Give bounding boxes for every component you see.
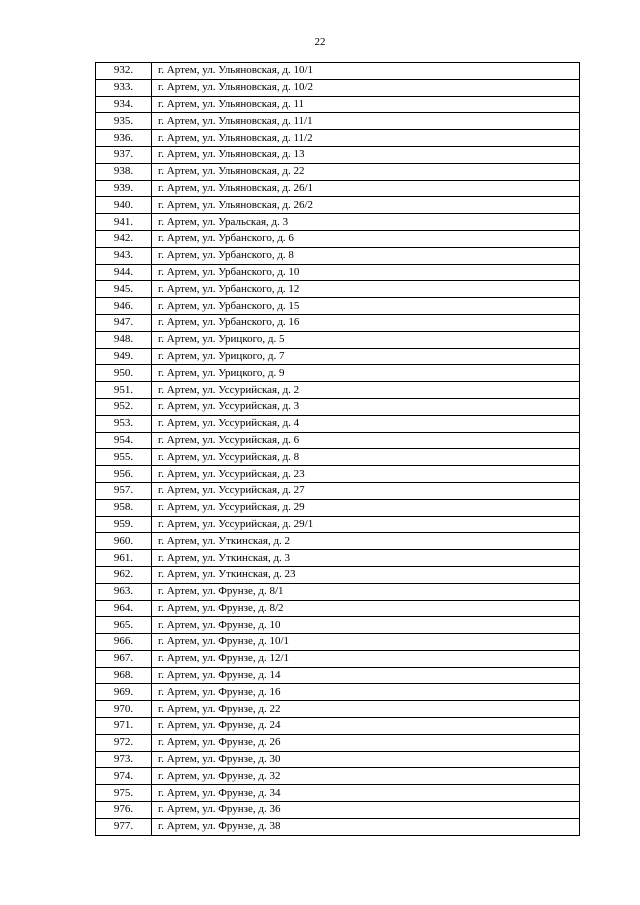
address-cell: г. Артем, ул. Фрунзе, д. 38	[152, 818, 580, 835]
table-row	[96, 734, 580, 751]
table-row	[96, 348, 580, 365]
row-number-cell: 955.	[96, 449, 152, 466]
row-number-cell: 960.	[96, 533, 152, 550]
row-number-cell: 950.	[96, 365, 152, 382]
table-row	[96, 281, 580, 298]
address-cell: г. Артем, ул. Урбанского, д. 15	[152, 298, 580, 315]
table-row	[96, 768, 580, 785]
table-row	[96, 617, 580, 634]
address-cell: г. Артем, ул. Урбанского, д. 16	[152, 314, 580, 331]
table-row	[96, 583, 580, 600]
row-number-cell: 949.	[96, 348, 152, 365]
table-row	[96, 415, 580, 432]
table-row	[96, 684, 580, 701]
address-cell: г. Артем, ул. Уссурийская, д. 2	[152, 382, 580, 399]
row-number-cell: 964.	[96, 600, 152, 617]
row-number-cell: 962.	[96, 566, 152, 583]
address-cell: г. Артем, ул. Ульяновская, д. 11/2	[152, 130, 580, 147]
table-row	[96, 214, 580, 231]
row-number-cell: 970.	[96, 701, 152, 718]
row-number-cell: 957.	[96, 482, 152, 499]
table-row	[96, 718, 580, 735]
address-cell: г. Артем, ул. Урбанского, д. 12	[152, 281, 580, 298]
table-row	[96, 499, 580, 516]
address-table-body	[96, 63, 580, 836]
table-row	[96, 600, 580, 617]
address-cell: г. Артем, ул. Уссурийская, д. 6	[152, 432, 580, 449]
table-row	[96, 230, 580, 247]
table-row	[96, 314, 580, 331]
address-cell: г. Артем, ул. Уткинская, д. 2	[152, 533, 580, 550]
row-number-cell: 956.	[96, 466, 152, 483]
address-cell: г. Артем, ул. Уссурийская, д. 29/1	[152, 516, 580, 533]
table-row	[96, 650, 580, 667]
table-row	[96, 533, 580, 550]
row-number-cell: 958.	[96, 499, 152, 516]
table-row	[96, 482, 580, 499]
address-cell: г. Артем, ул. Фрунзе, д. 30	[152, 751, 580, 768]
table-row	[96, 516, 580, 533]
address-cell: г. Артем, ул. Фрунзе, д. 34	[152, 785, 580, 802]
table-row	[96, 751, 580, 768]
row-number-cell: 932.	[96, 63, 152, 80]
row-number-cell: 967.	[96, 650, 152, 667]
address-cell: г. Артем, ул. Фрунзе, д. 26	[152, 734, 580, 751]
table-row	[96, 466, 580, 483]
table-row	[96, 818, 580, 835]
table-row	[96, 365, 580, 382]
row-number-cell: 947.	[96, 314, 152, 331]
table-row	[96, 432, 580, 449]
row-number-cell: 966.	[96, 634, 152, 651]
table-row	[96, 146, 580, 163]
row-number-cell: 948.	[96, 331, 152, 348]
address-cell: г. Артем, ул. Уссурийская, д. 8	[152, 449, 580, 466]
table-row	[96, 634, 580, 651]
table-row	[96, 701, 580, 718]
table-row	[96, 96, 580, 113]
table-row	[96, 113, 580, 130]
table-row	[96, 130, 580, 147]
address-cell: г. Артем, ул. Уткинская, д. 23	[152, 566, 580, 583]
row-number-cell: 937.	[96, 146, 152, 163]
row-number-cell: 938.	[96, 163, 152, 180]
address-cell: г. Артем, ул. Уссурийская, д. 4	[152, 415, 580, 432]
row-number-cell: 945.	[96, 281, 152, 298]
row-number-cell: 935.	[96, 113, 152, 130]
address-cell: г. Артем, ул. Уральская, д. 3	[152, 214, 580, 231]
address-cell: г. Артем, ул. Фрунзе, д. 32	[152, 768, 580, 785]
address-cell: г. Артем, ул. Ульяновская, д. 22	[152, 163, 580, 180]
row-number-cell: 952.	[96, 398, 152, 415]
address-cell: г. Артем, ул. Урицкого, д. 5	[152, 331, 580, 348]
address-cell: г. Артем, ул. Урицкого, д. 9	[152, 365, 580, 382]
address-cell: г. Артем, ул. Урбанского, д. 8	[152, 247, 580, 264]
row-number-cell: 951.	[96, 382, 152, 399]
address-cell: г. Артем, ул. Фрунзе, д. 12/1	[152, 650, 580, 667]
table-row	[96, 550, 580, 567]
address-cell: г. Артем, ул. Ульяновская, д. 10/2	[152, 79, 580, 96]
row-number-cell: 954.	[96, 432, 152, 449]
address-cell: г. Артем, ул. Уссурийская, д. 23	[152, 466, 580, 483]
table-row	[96, 667, 580, 684]
address-cell: г. Артем, ул. Ульяновская, д. 11/1	[152, 113, 580, 130]
row-number-cell: 953.	[96, 415, 152, 432]
address-cell: г. Артем, ул. Фрунзе, д. 16	[152, 684, 580, 701]
row-number-cell: 972.	[96, 734, 152, 751]
table-row	[96, 163, 580, 180]
address-table	[95, 62, 580, 836]
table-row	[96, 331, 580, 348]
row-number-cell: 969.	[96, 684, 152, 701]
address-cell: г. Артем, ул. Ульяновская, д. 26/1	[152, 180, 580, 197]
address-cell: г. Артем, ул. Фрунзе, д. 10/1	[152, 634, 580, 651]
row-number-cell: 942.	[96, 230, 152, 247]
address-cell: г. Артем, ул. Фрунзе, д. 24	[152, 718, 580, 735]
address-cell: г. Артем, ул. Фрунзе, д. 14	[152, 667, 580, 684]
row-number-cell: 963.	[96, 583, 152, 600]
row-number-cell: 973.	[96, 751, 152, 768]
table-row	[96, 298, 580, 315]
row-number-cell: 965.	[96, 617, 152, 634]
row-number-cell: 974.	[96, 768, 152, 785]
address-cell: г. Артем, ул. Ульяновская, д. 26/2	[152, 197, 580, 214]
address-cell: г. Артем, ул. Ульяновская, д. 13	[152, 146, 580, 163]
table-row	[96, 802, 580, 819]
table-row	[96, 180, 580, 197]
address-cell: г. Артем, ул. Уткинская, д. 3	[152, 550, 580, 567]
row-number-cell: 961.	[96, 550, 152, 567]
address-cell: г. Артем, ул. Фрунзе, д. 36	[152, 802, 580, 819]
row-number-cell: 959.	[96, 516, 152, 533]
table-row	[96, 449, 580, 466]
row-number-cell: 976.	[96, 802, 152, 819]
address-cell: г. Артем, ул. Урбанского, д. 10	[152, 264, 580, 281]
address-cell: г. Артем, ул. Урицкого, д. 7	[152, 348, 580, 365]
address-cell: г. Артем, ул. Уссурийская, д. 3	[152, 398, 580, 415]
address-cell: г. Артем, ул. Ульяновская, д. 10/1	[152, 63, 580, 80]
row-number-cell: 941.	[96, 214, 152, 231]
row-number-cell: 936.	[96, 130, 152, 147]
row-number-cell: 975.	[96, 785, 152, 802]
row-number-cell: 971.	[96, 718, 152, 735]
row-number-cell: 940.	[96, 197, 152, 214]
address-cell: г. Артем, ул. Урбанского, д. 6	[152, 230, 580, 247]
table-row	[96, 63, 580, 80]
row-number-cell: 977.	[96, 818, 152, 835]
row-number-cell: 939.	[96, 180, 152, 197]
row-number-cell: 933.	[96, 79, 152, 96]
row-number-cell: 934.	[96, 96, 152, 113]
row-number-cell: 943.	[96, 247, 152, 264]
table-row	[96, 566, 580, 583]
table-row	[96, 247, 580, 264]
table-row	[96, 197, 580, 214]
table-row	[96, 264, 580, 281]
address-cell: г. Артем, ул. Уссурийская, д. 27	[152, 482, 580, 499]
table-row	[96, 785, 580, 802]
table-row	[96, 79, 580, 96]
address-cell: г. Артем, ул. Ульяновская, д. 11	[152, 96, 580, 113]
row-number-cell: 946.	[96, 298, 152, 315]
address-cell: г. Артем, ул. Фрунзе, д. 22	[152, 701, 580, 718]
address-cell: г. Артем, ул. Фрунзе, д. 10	[152, 617, 580, 634]
address-cell: г. Артем, ул. Фрунзе, д. 8/1	[152, 583, 580, 600]
table-row	[96, 398, 580, 415]
page-number: 22	[314, 36, 326, 48]
row-number-cell: 968.	[96, 667, 152, 684]
address-cell: г. Артем, ул. Фрунзе, д. 8/2	[152, 600, 580, 617]
table-row	[96, 382, 580, 399]
row-number-cell: 944.	[96, 264, 152, 281]
address-cell: г. Артем, ул. Уссурийская, д. 29	[152, 499, 580, 516]
